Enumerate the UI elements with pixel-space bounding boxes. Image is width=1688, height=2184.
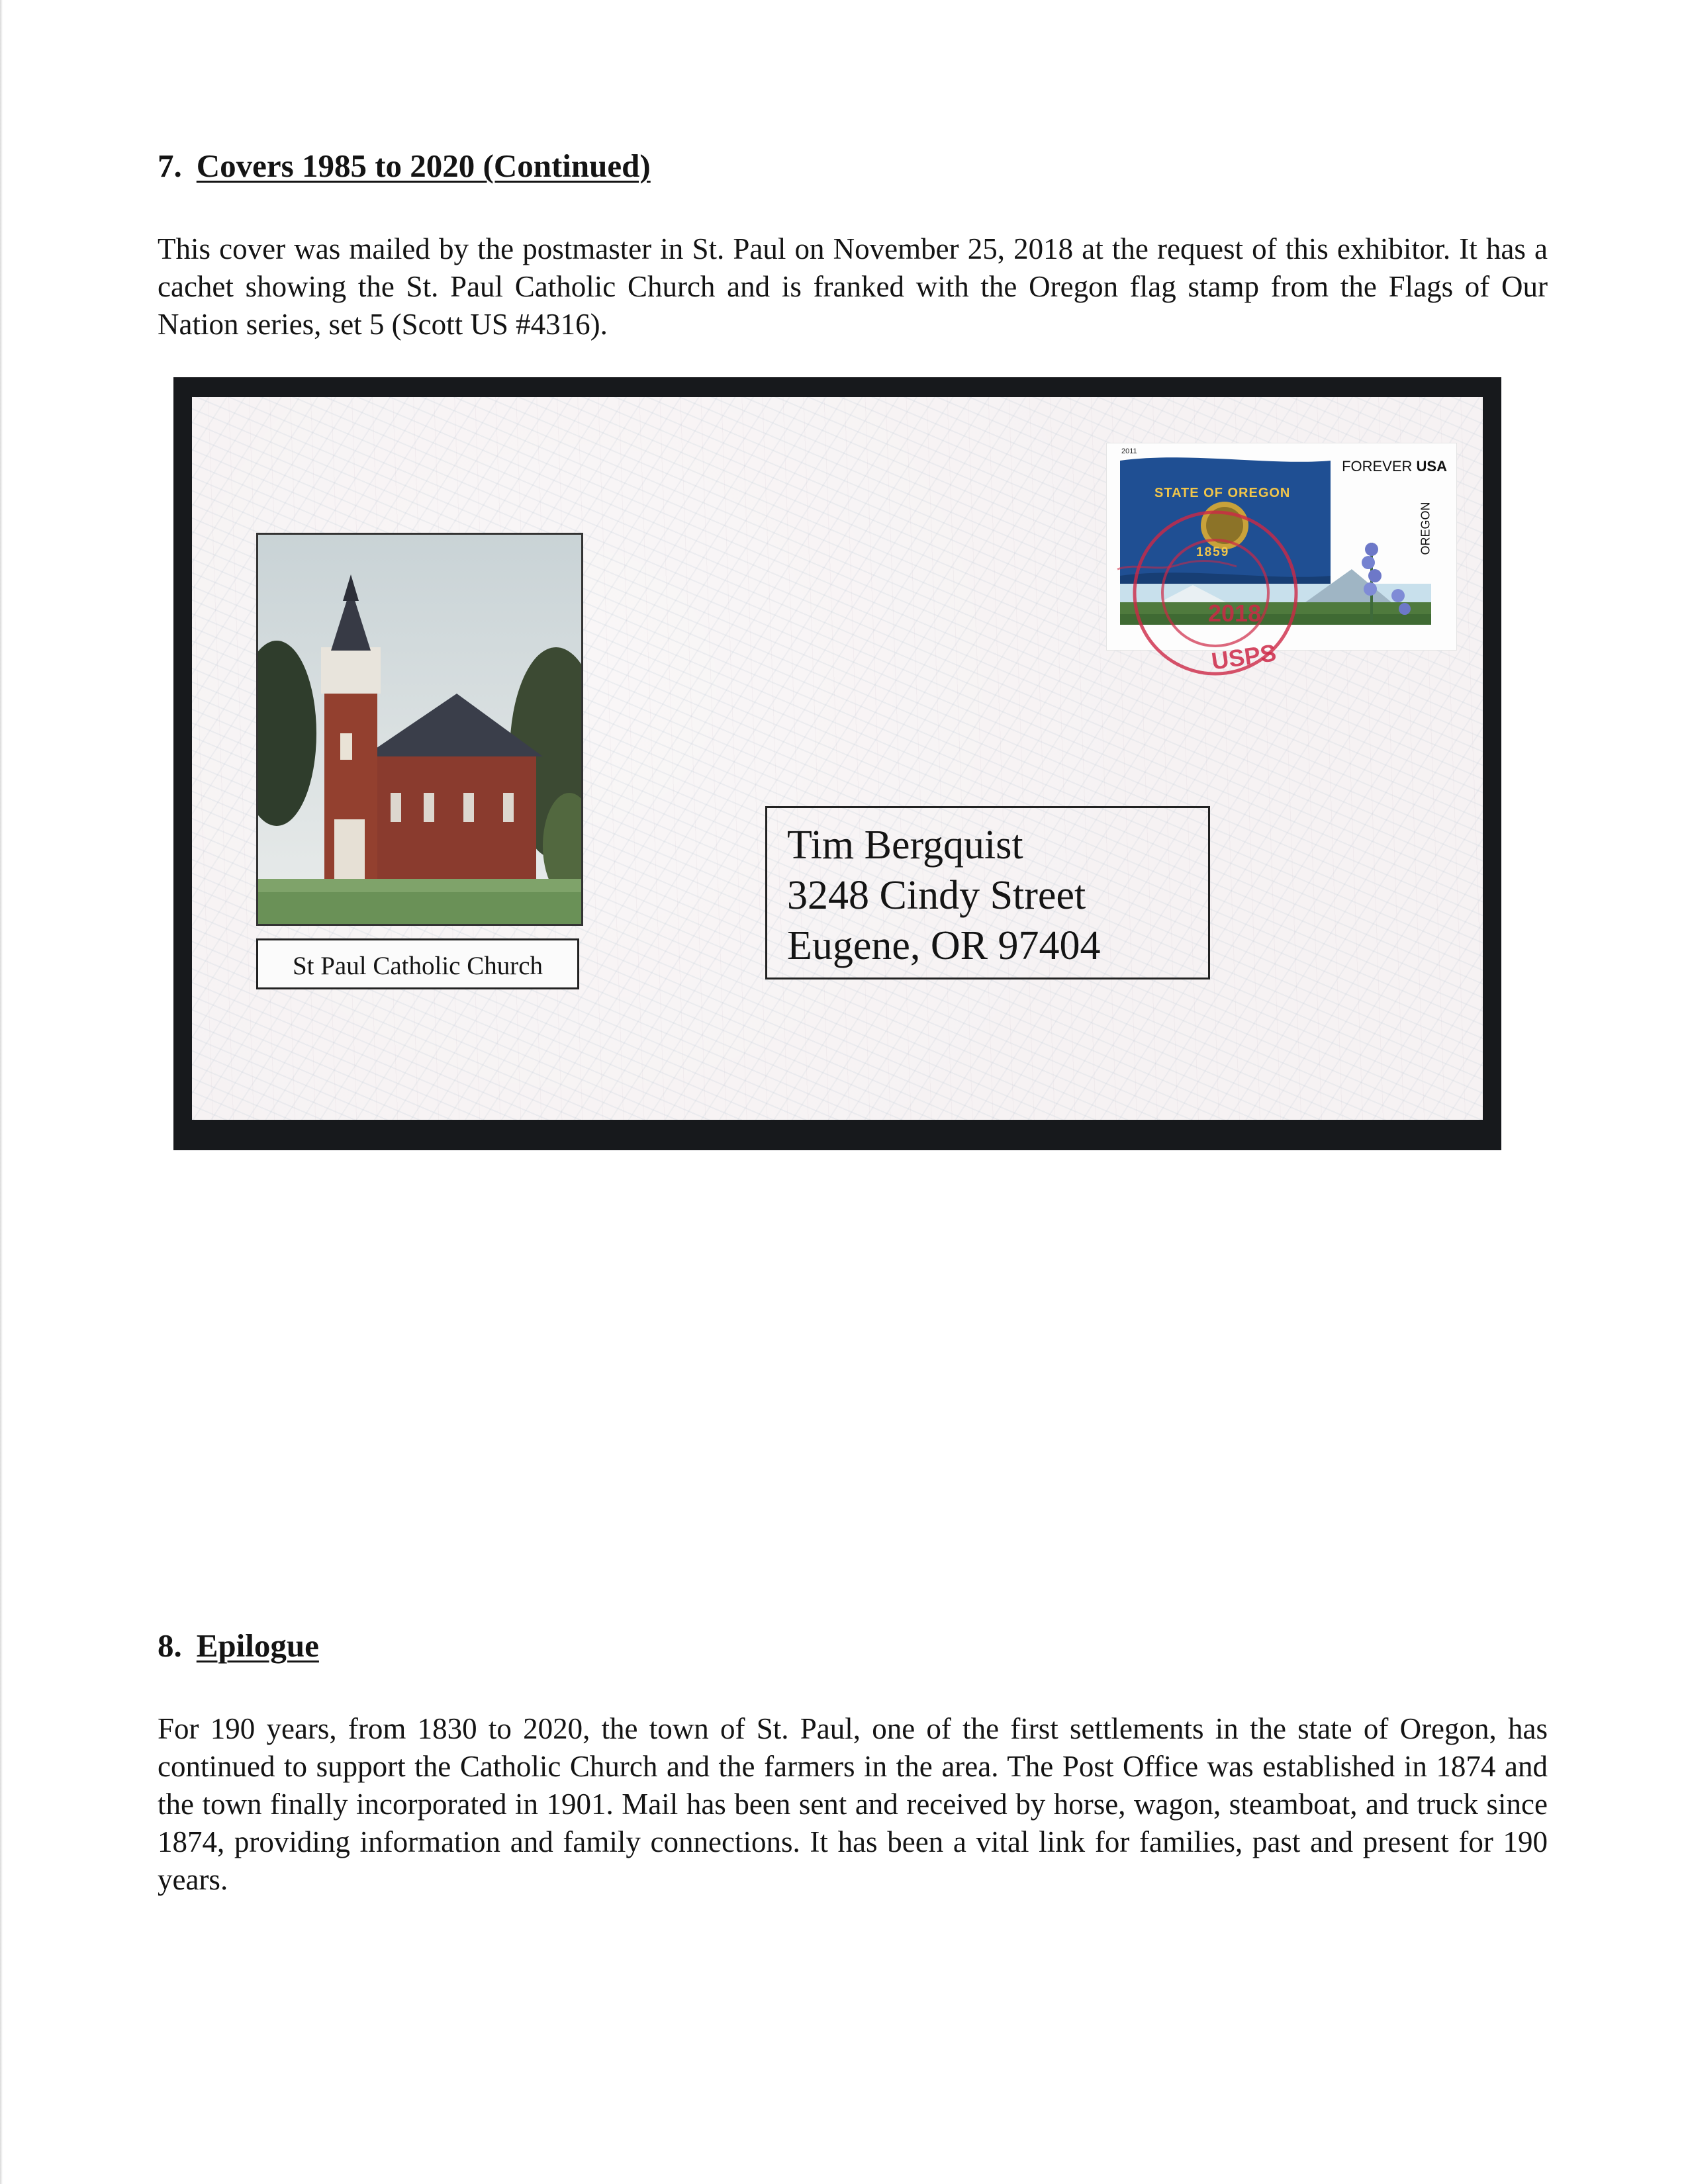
church-cachet-image	[256, 533, 583, 926]
stamp-denomination	[1342, 458, 1447, 475]
stamp-country: USA	[1416, 458, 1447, 475]
stamp-flag-text: STATE OF OREGON	[1154, 486, 1291, 500]
address-block	[765, 806, 1210, 979]
section-7-heading	[158, 147, 651, 185]
address-name: Tim Bergquist	[787, 823, 1023, 868]
address-city: Eugene, OR 97404	[787, 923, 1101, 968]
stamp-forever-label: FOREVER	[1342, 458, 1413, 475]
address-street: 3248 Cindy Street	[787, 873, 1086, 918]
section-8-paragraph: For 190 years, from 1830 to 2020, the town of St. Paul, one of the first settlements in the state of Oregon, has continued to support the Catholic Church and the farmers in the area. The Post Office was established in 1874 and the town finally incorporated in 1901. Mail has been sent and received by horse, wagon, steamboat, and truck since 1874, providing information and family connections. It has been a vital link for families, past and present for 190 years.	[158, 1712, 1548, 1896]
cover-mount	[173, 377, 1501, 1150]
section-7-number: 7.	[158, 148, 182, 184]
envelope	[192, 397, 1483, 1120]
section-7-paragraph: This cover was mailed by the postmaster in St. Paul on November 25, 2018 at the request of this exhibitor. It has a cachet showing the St. Paul Catholic Church and is franked with the Oregon flag stamp from the Flags of Our Nation series, set 5 (Scott US #4316).	[158, 232, 1548, 341]
section-7-title: Covers 1985 to 2020 (Continued)	[196, 148, 651, 184]
cachet-caption: St Paul Catholic Church	[256, 938, 579, 989]
stamp-state-name: OREGON	[1419, 502, 1432, 555]
section-8-heading	[158, 1627, 319, 1664]
postmark-year: 2018	[1208, 600, 1262, 627]
section-8-title: Epilogue	[196, 1627, 319, 1664]
page-edge	[0, 0, 3, 2184]
section-8-number: 8.	[158, 1627, 182, 1664]
stamp-issue-year: 2011	[1121, 447, 1137, 455]
postmark-usps: USPS	[1209, 639, 1278, 675]
stamp-flag-year: 1859	[1196, 545, 1230, 559]
